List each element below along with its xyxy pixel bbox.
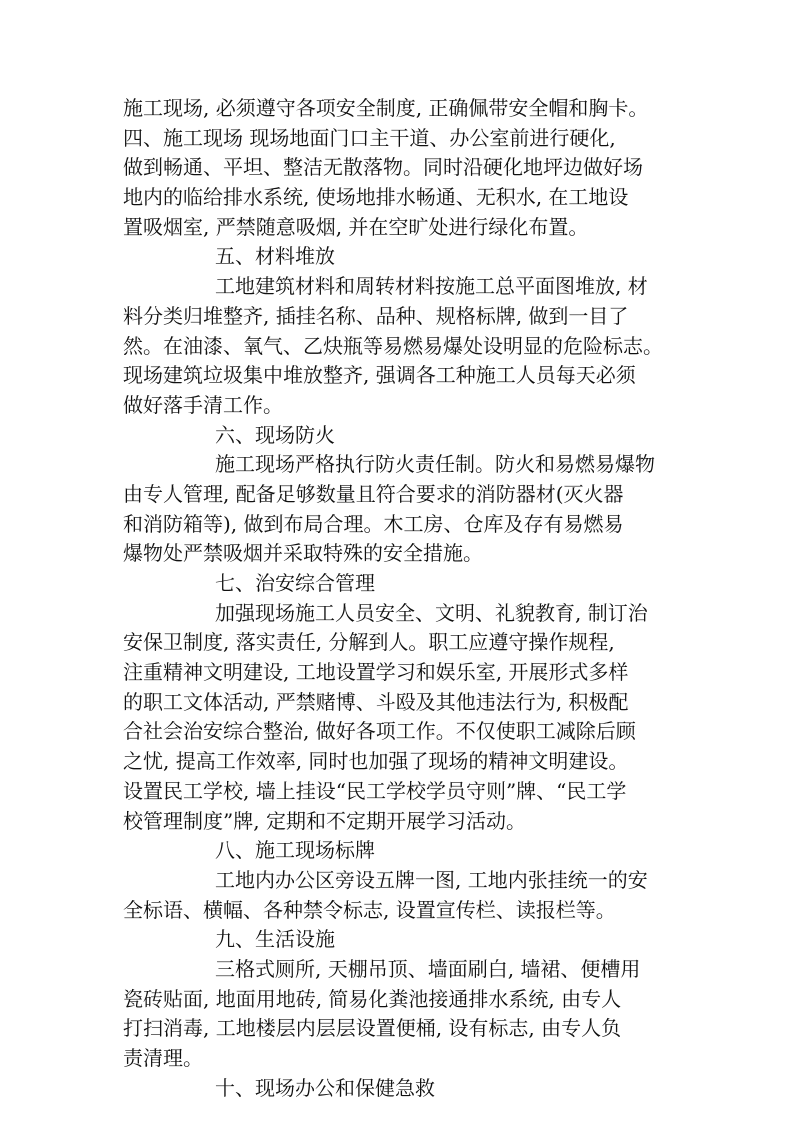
- document-line: 地内的临给排水系统, 使场地排水畅通、无积水, 在工地设: [123, 185, 629, 210]
- document-line-indented: 施工现场严格执行防火责任制。防火和易燃易爆物: [215, 452, 655, 477]
- document-line: 做到畅通、平坦、整洁无散落物。同时沿硬化地坪边做好场: [123, 155, 643, 180]
- document-line: 四、施工现场 现场地面门口主干道、办公室前进行硬化,: [123, 125, 616, 150]
- document-line: 置吸烟室, 严禁随意吸烟, 并在空旷处进行绿化布置。: [123, 214, 589, 239]
- document-line: 瓷砖贴面, 地面用地砖, 简易化粪池接通排水系统, 由专人: [123, 986, 622, 1011]
- document-line: 校管理制度”牌, 定期和不定期开展学习活动。: [123, 808, 526, 833]
- document-line: 全标语、横幅、各种禁令标志, 设置宣传栏、读报栏等。: [123, 897, 616, 922]
- document-line: 爆物处严禁吸烟并采取特殊的安全措施。: [123, 541, 483, 566]
- document-line: 责清理。: [123, 1046, 203, 1070]
- document-line: 设置民工学校, 墙上挂设“民工学校学员守则”牌、“民工学: [123, 778, 627, 803]
- document-line: 现场建筑垃圾集中堆放整齐, 强调各工种施工人员每天必须: [123, 363, 636, 388]
- document-line: 安保卫制度, 落实责任, 分解到人。职工应遵守操作规程,: [123, 630, 615, 655]
- document-line: 施工现场, 必须遵守各项安全制度, 正确佩带安全帽和胸卡。: [123, 96, 649, 120]
- document-line-indented: 七、治安综合管理: [215, 571, 375, 595]
- document-line: 由专人管理, 配备足够数量且符合要求的消防器材(灭火器: [123, 481, 624, 506]
- document-line-indented: 十、现场办公和保健急救: [215, 1075, 435, 1100]
- document-line: 和消防箱等), 做到布局合理。木工房、仓库及存有易燃易: [123, 511, 624, 536]
- document-body: [123, 94, 683, 1103]
- document-line-indented: 九、生活设施: [215, 927, 335, 952]
- document-line: 做好落手清工作。: [123, 392, 283, 417]
- document-line: 料分类归堆整齐, 插挂名称、品种、规格标牌, 做到一目了: [123, 303, 629, 328]
- document-line: 然。在油漆、氧气、乙炔瓶等易燃易爆处设明显的危险标志。: [123, 333, 663, 358]
- document-line-indented: 工地内办公区旁设五牌一图, 工地内张挂统一的安: [215, 867, 648, 892]
- document-line-indented: 五、材料堆放: [215, 244, 335, 269]
- document-line: 打扫消毒, 工地楼层内层层设置便桶, 设有标志, 由专人负: [123, 1016, 622, 1041]
- document-line-indented: 加强现场施工人员安全、文明、礼貌教育, 制订治: [215, 600, 648, 625]
- document-line-indented: 工地建筑材料和周转材料按施工总平面图堆放, 材: [215, 274, 648, 299]
- document-line: 之忧, 提高工作效率, 同时也加强了现场的精神文明建设。: [123, 749, 629, 774]
- document-line-indented: 六、现场防火: [215, 422, 335, 447]
- document-line: 合社会治安综合整治, 做好各项工作。不仅使职工减除后顾: [123, 719, 636, 744]
- document-line: 的职工文体活动, 严禁赌博、斗殴及其他违法行为, 积极配: [123, 689, 629, 714]
- document-line-indented: 三格式厕所, 天棚吊顶、墙面刷白, 墙裙、便槽用: [215, 956, 641, 981]
- document-line-indented: 八、施工现场标牌: [215, 838, 375, 863]
- document-line: 注重精神文明建设, 工地设置学习和娱乐室, 开展形式多样: [123, 660, 629, 685]
